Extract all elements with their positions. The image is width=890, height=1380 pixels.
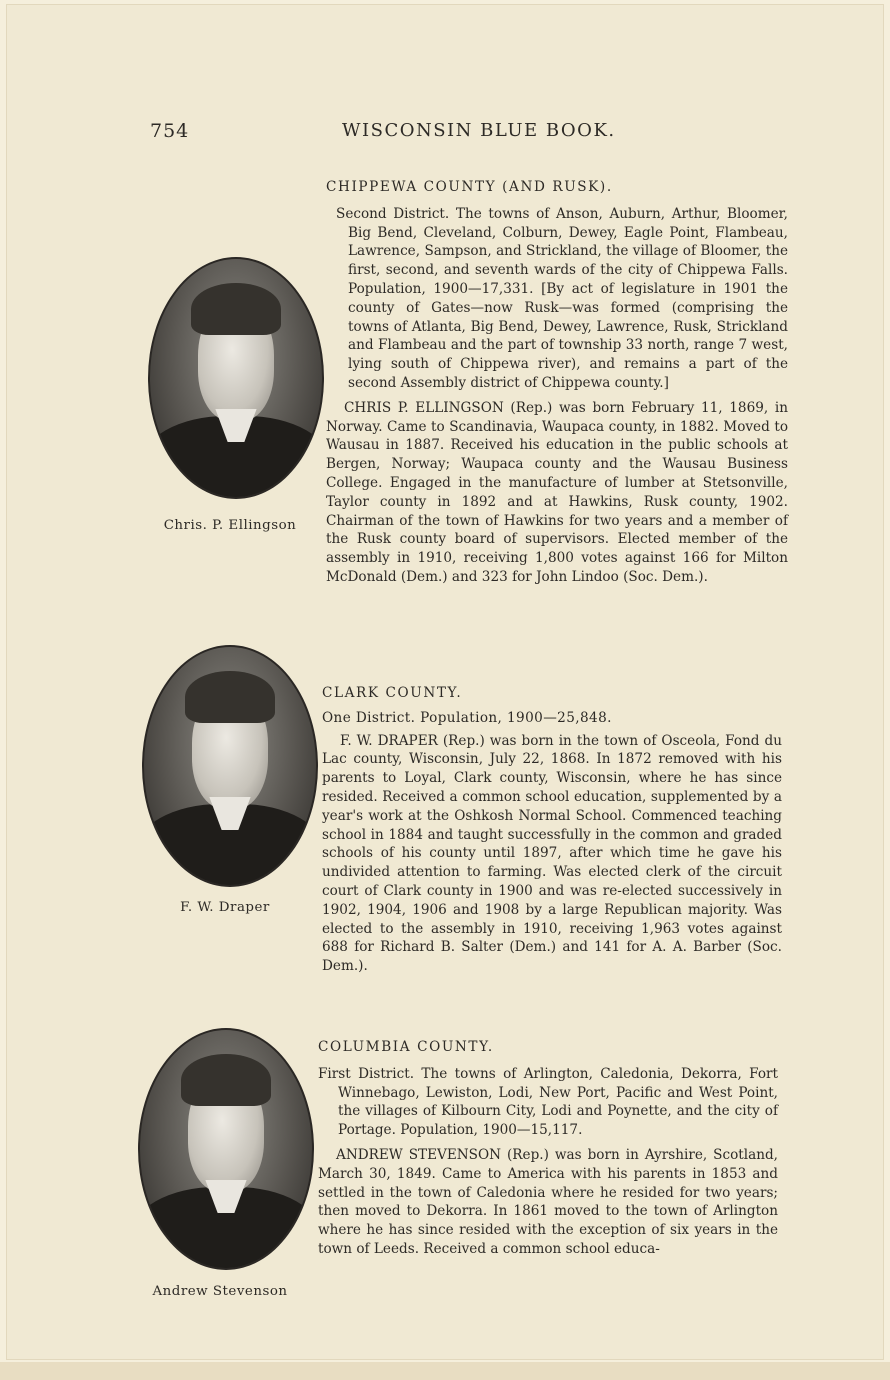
portrait-caption-ellingson: Chris. P. Ellingson	[163, 518, 297, 533]
page-bottom-edge	[0, 1362, 890, 1380]
section-title-chippewa: CHIPPEWA COUNTY (AND RUSK).	[326, 179, 613, 195]
running-title: WISCONSIN BLUE BOOK.	[342, 120, 616, 141]
district-text-chippewa: Second District. The towns of Anson, Auburn, Arthur, Bloomer, Big Bend, Cleveland, Colburn, Dewey, Eagle Point, Flambeau, Lawrence, Sampson, and Strickland, the village of Bloomer, the first, second, and seventh wards of the city of Chippewa Falls. Population, 1900—17,331. [By act of legislature in 1901 the county of Gates—now Rusk—was formed (comprising the towns of Atlanta, Big Bend, Dewey, Lawrence, Rusk, Strickland and Flambeau and the part of township 33 north, range 7 west, lying south of Chippewa river), and remains a part of the second Assembly district of Chippewa county.]	[336, 205, 788, 391]
portrait-stevenson	[138, 1028, 314, 1270]
bio-draper: F. W. DRAPER (Rep.) was born in the town of Osceola, Fond du Lac county, Wisconsin, July 22, 1868. In 1872 removed with his parents to Loyal, Clark county, Wisconsin, where he has since resided. Received a common school education, supplemented by a year's work at the Oshkosh Normal School. Commenced teaching school in 1884 and taught successfully in the common and graded schools of his county until 1897, after which time he gave his undivided attention to farming. Was elected clerk of the circuit court of Clark county in 1900 and was re-elected successively in 1902, 1904, 1906 and 1908 by a large Republican majority. Was elected to the assembly in 1910, receiving 1,963 votes against 688 for Richard B. Salter (Dem.) and 141 for A. A. Barber (Soc. Dem.).	[322, 732, 782, 975]
portrait-ellingson	[148, 257, 324, 499]
portrait-caption-draper: F. W. Draper	[180, 900, 270, 915]
district-text-clark: One District. Population, 1900—25,848.	[322, 709, 612, 726]
page-number: 754	[150, 120, 190, 142]
section-title-columbia: COLUMBIA COUNTY.	[318, 1039, 494, 1055]
section-chippewa	[326, 178, 788, 587]
bio-ellingson: CHRIS P. ELLINGSON (Rep.) was born February 11, 1869, in Norway. Came to Scandinavia, Waupaca county, in 1882. Moved to Wausau in 1887. Received his education in the public schools at Bergen, Norway; Waupaca county and the Wausau Business College. Engaged in the manufacture of lumber at Stetsonville, Taylor county in 1892 and at Hawkins, Rusk county, 1902. Chairman of the town of Hawkins for two years and a member of the Rusk county board of supervisors. Elected member of the assembly in 1910, receiving 1,800 votes against 166 for Milton McDonald (Dem.) and 323 for John Lindoo (Soc. Dem.).	[326, 399, 788, 585]
section-clark	[322, 684, 782, 976]
section-title-clark: CLARK COUNTY.	[322, 685, 463, 701]
portrait-caption-stevenson: Andrew Stevenson	[152, 1284, 288, 1299]
district-text-columbia: First District. The towns of Arlington, Caledonia, Dekorra, Fort Winnebago, Lewiston, Lodi, New Port, Pacific and West Point, the villages of Kilbourn City, Lodi and Poynette, and the city of Portage. Population, 1900—15,117.	[318, 1065, 778, 1139]
portrait-draper	[142, 645, 318, 887]
section-columbia	[318, 1038, 778, 1259]
bio-stevenson: ANDREW STEVENSON (Rep.) was born in Ayrshire, Scotland, March 30, 1849. Came to America with his parents in 1853 and settled in the town of Caledonia where he resided for two years; then moved to Dekorra. In 1861 moved to the town of Arlington where he has since resided with the exception of six years in the town of Leeds. Received a common school educa-	[318, 1146, 778, 1257]
page-header	[150, 120, 750, 150]
